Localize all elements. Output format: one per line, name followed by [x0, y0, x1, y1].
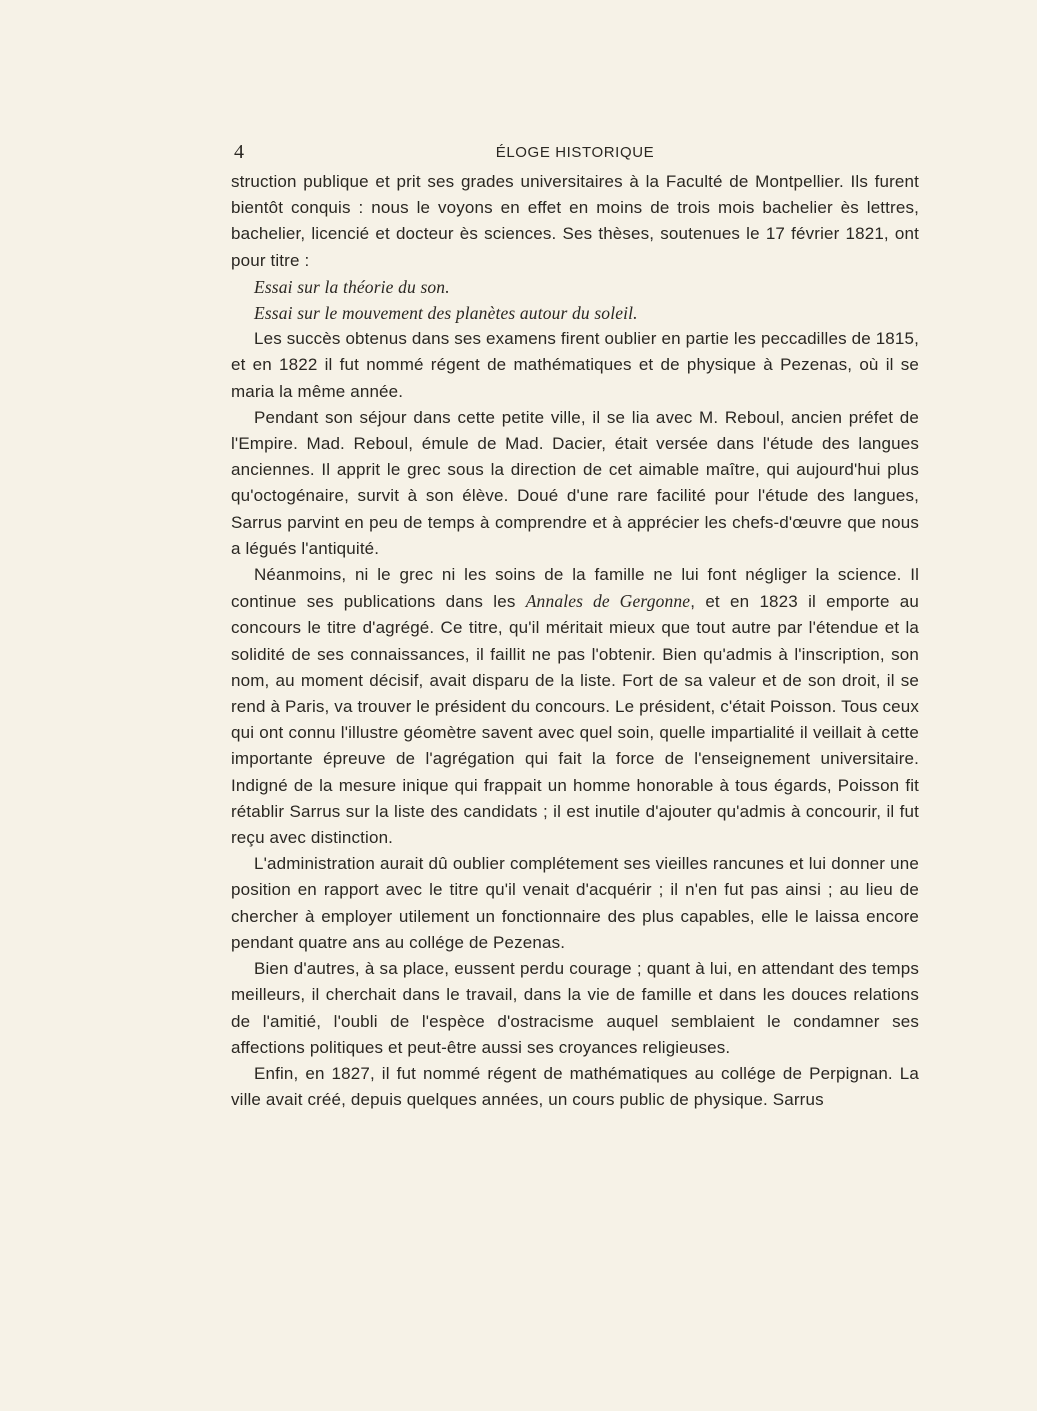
- paragraph-5: L'administration aurait dû oublier complétement ses vieilles rancunes et lui donner une position en rapport avec le titre qu'il venait d'acquérir ; il n'en fut pas ainsi ; au lieu de chercher à employer utilement un fonctionnaire des plus capables, elle le laissa encore pendant quatre ans au collége de Pezenas.: [231, 854, 919, 952]
- paragraph-4: [231, 562, 919, 851]
- paragraph-4-text-b: , et en 1823 il emporte au concours le titre d'agrégé. Ce titre, qu'il méritait mieux que tout autre par l'étendue et la solidité de ses connaissances, il faillit ne pas l'obtenir. Bien qu'admis à l'inscription, son nom, au moment décisif, avait disparu de la liste. Fort de sa valeur et de son droit, il se rend à Paris, va trouver le président du concours. Le président, c'était Poisson. Tous ceux qui ont connu l'illustre géomètre savent avec quel soin, quelle impartialité il veillait à cette importante épreuve de l'agrégation qui fait la force de l'enseignement universitaire. Indigné de la mesure inique qui frappait un homme honorable à tous égards, Poisson fit rétablir Sarrus sur la liste des candidats ; il est inutile d'ajouter qu'admis à concourir, il fut reçu avec distinction.: [231, 592, 919, 848]
- paragraph-2: Les succès obtenus dans ses examens firent oublier en partie les peccadilles de 1815, et en 1822 il fut nommé régent de mathématiques et de physique à Pezenas, où il se maria la même année.: [231, 329, 919, 401]
- paragraph-1: struction publique et prit ses grades universitaires à la Faculté de Montpellier. Ils furent bientôt conquis : nous le voyons en effet en moins de trois mois bachelier ès lettres, bachelier, licencié et docteur ès sciences. Ses thèses, soutenues le 17 février 1821, ont pour titre :: [231, 172, 919, 270]
- paragraph-4-text-a: Néanmoins, ni le grec ni les soins de la famille ne lui font négliger la science. Il continue ses publications dans les: [231, 565, 919, 612]
- paragraph-6: Bien d'autres, à sa place, eussent perdu courage ; quant à lui, en attendant des temps meilleurs, il cherchait dans le travail, dans la vie de famille et dans les douces relations de l'amitié, l'oubli de l'espèce d'ostracisme auquel semblaient le condamner ses affections politiques et peut-être aussi ses croyances religieuses.: [231, 959, 919, 1057]
- paragraph-3: Pendant son séjour dans cette petite ville, il se lia avec M. Reboul, ancien préfet de l'Empire. Mad. Reboul, émule de Mad. Dacier, était versée dans l'étude des langues anciennes. Il apprit le grec sous la direction de cet aimable maître, qui aujourd'hui plus qu'octogénaire, survit à son élève. Doué d'une rare facilité pour l'étude des langues, Sarrus parvint en peu de temps à comprendre et à apprécier les chefs-d'œuvre que nous a légués l'antiquité.: [231, 407, 919, 558]
- thesis-title-2: Essai sur le mouvement des planètes autour du soleil.: [254, 303, 638, 324]
- journal-title: Annales de Gergonne: [525, 591, 691, 612]
- paragraph-7: Enfin, en 1827, il fut nommé régent de mathématiques au collége de Perpignan. La ville avait créé, depuis quelques années, un cours public de physique. Sarrus: [231, 1063, 919, 1110]
- page-number: 4: [234, 141, 244, 163]
- running-title: ÉLOGE HISTORIQUE: [495, 144, 655, 161]
- body-text: [231, 169, 919, 1113]
- running-header: [232, 142, 918, 166]
- thesis-title-1: Essai sur la théorie du son.: [254, 276, 450, 297]
